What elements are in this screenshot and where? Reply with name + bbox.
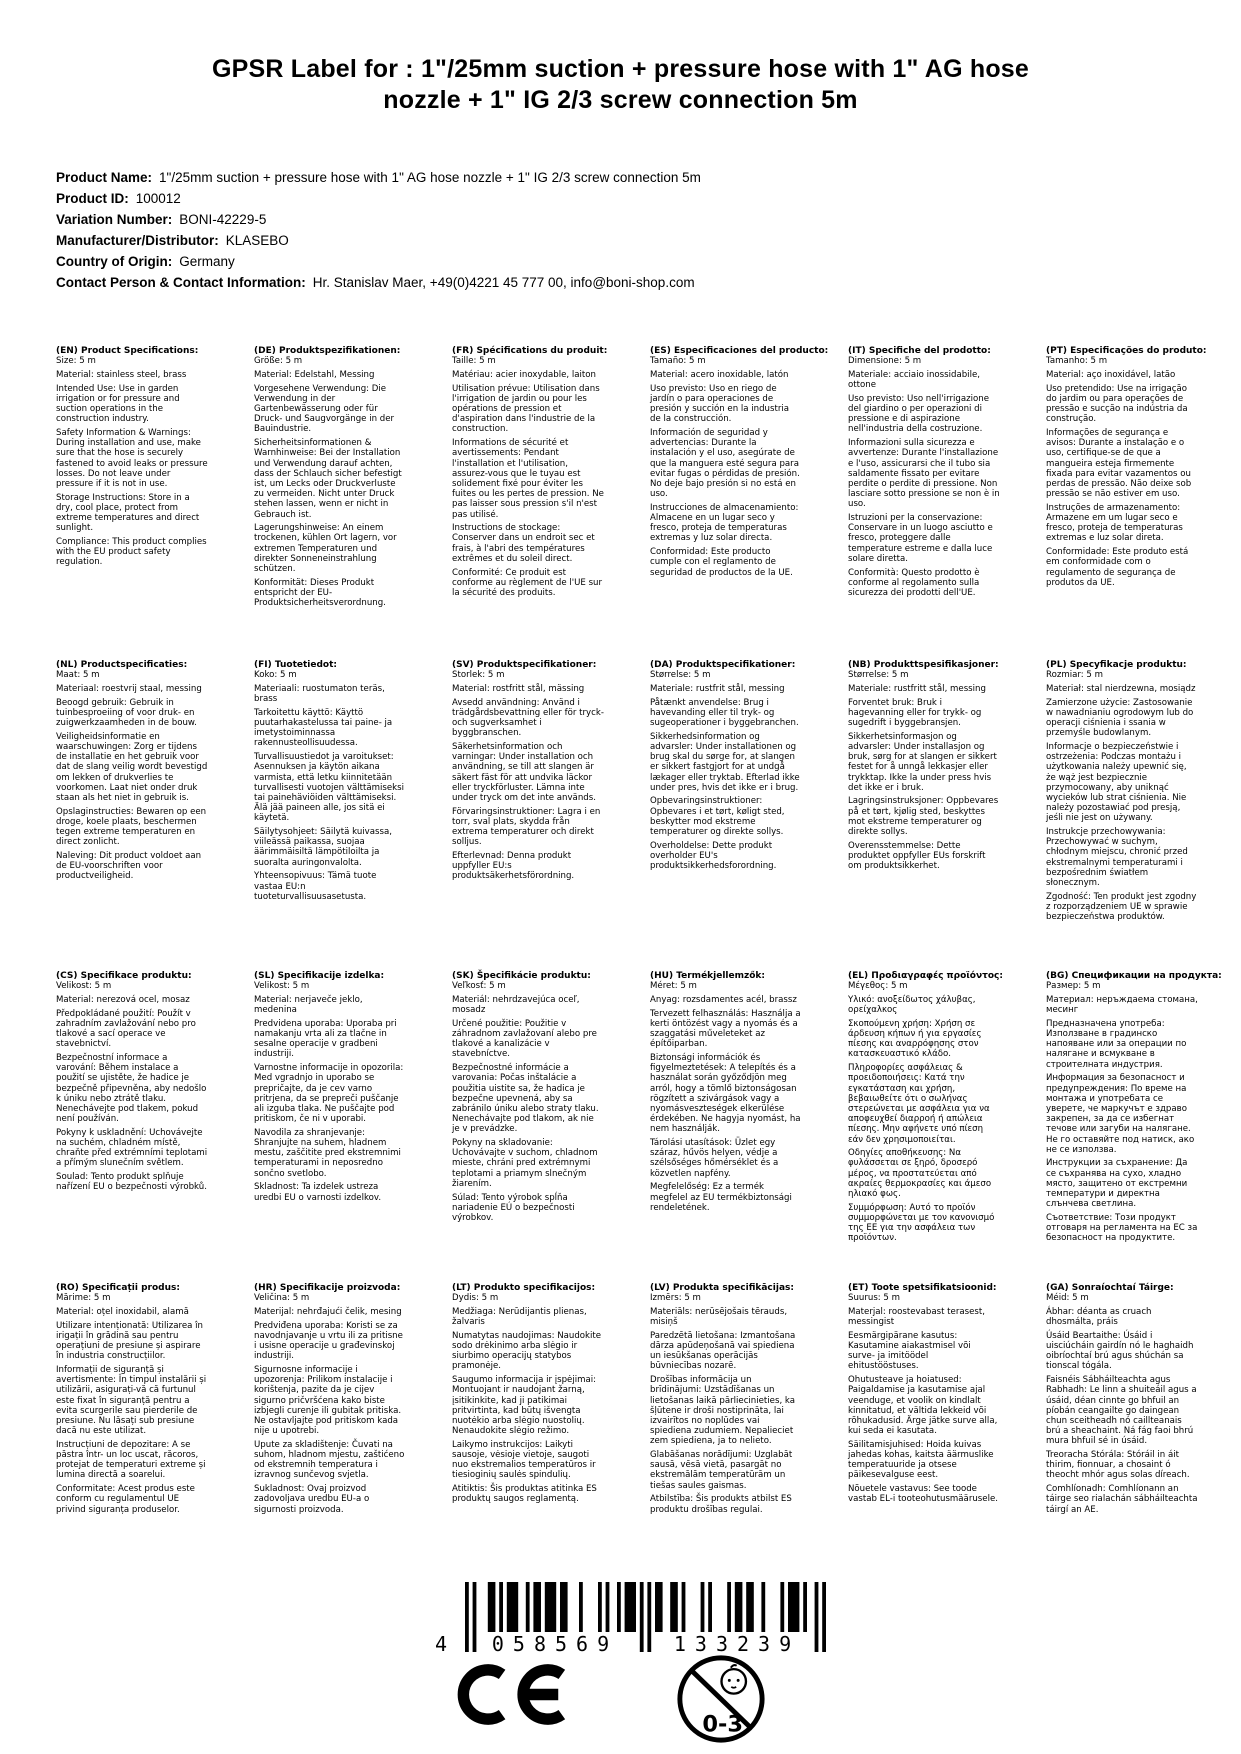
spec-paragraph: Mărime: 5 m xyxy=(56,1293,111,1304)
spec-paragraph: Súlad: Tento výrobok spĺňa nariadenie EÚ o bezpečnosti výrobkov. xyxy=(452,1192,575,1223)
spec-paragraph: Size: 5 m xyxy=(56,356,96,367)
spec-paragraph: Информация за безопасност и предупреждения: По време на монтажа и употребата се уверете, че маркучът е здраво закрепен, за да се избегнат течове или загуби на налягане. Не го оставяйте под натиск, ако не се използва. xyxy=(1046,1073,1195,1155)
spec-paragraph: Tamaño: 5 m xyxy=(650,356,706,367)
spec-paragraph: Izmērs: 5 m xyxy=(650,1293,701,1304)
spec-paragraph: Atbilstība: Šis produkts atbilst ES produktu drošības regulai. xyxy=(650,1494,792,1515)
spec-paragraph: Storage Instructions: Store in a dry, cool place, protect from extreme temperatures and direct sunlight. xyxy=(56,492,200,534)
spec-block-lv xyxy=(650,1283,848,1515)
spec-paragraph: Instrucciones de almacenamiento: Almacene en un lugar seco y fresco, proteja de temperaturas extremas y luz solar directa. xyxy=(650,502,799,544)
spec-paragraph: Úsáid Beartaithe: Úsáid i uisciúcháin gairdín nó le haghaidh oibríochtaí brú agus shúchán sa tionscal tógála. xyxy=(1046,1330,1194,1372)
spec-paragraph: Utilisation prévue: Utilisation dans l'irrigation de jardin ou pour les opérations de pression et d'aspiration dans l'industrie de la construction. xyxy=(452,383,600,435)
product-info-row xyxy=(56,230,701,251)
spec-paragraph: Material: aço inoxidável, latão xyxy=(1046,369,1176,380)
spec-paragraph: Materiaal: roestvrij staal, messing xyxy=(56,683,202,694)
info-label-manufacturer: Manufacturer/Distributor: xyxy=(56,233,219,248)
spec-header: (NL) Productspecificaties: xyxy=(56,660,188,670)
spec-paragraph: Sigurnosne informacije i upozorenja: Prilikom instalacije i korištenja, pazite da je cijev sigurno pričvršćena kako biste izbjegli curenje ili gubitak pritiska. Ne ostavljajte pod pritiskom kada nije u upotrebi. xyxy=(254,1364,402,1437)
spec-paragraph: Veľkosť: 5 m xyxy=(452,981,506,992)
spec-block-hr xyxy=(254,1283,452,1515)
document-title xyxy=(0,54,1241,116)
spec-header: (FI) Tuotetiedot: xyxy=(254,660,338,670)
spec-paragraph: Säkerhetsinformation och varningar: Under installation och användning, se till att slangen är säkert fäst för att undvika läckor eller tryckförluster. Lämna inte under tryck om det inte används. xyxy=(452,741,596,803)
spec-paragraph: Informazioni sulla sicurezza e avvertenze: Durante l'installazione e l'uso, assicurarsi che il tubo sia saldamente fissato per evitare perdite o perdite di pressione. Non lasciare sotto pressione se non è in uso. xyxy=(848,438,1000,510)
spec-header: (PT) Especificações do produto: xyxy=(1046,346,1207,356)
spec-paragraph: Ábhar: déanta as cruach dhosmálta, práis xyxy=(1046,1306,1152,1328)
age-warning-icon xyxy=(674,1652,768,1746)
spec-paragraph: Размер: 5 m xyxy=(1046,981,1101,992)
spec-paragraph: Materijal: nehrđajući čelik, mesing xyxy=(254,1306,402,1317)
spec-paragraph: Materiale: acciaio inossidabile, ottone xyxy=(848,369,980,391)
info-value-manufacturer: KLASEBO xyxy=(225,233,289,248)
spec-paragraph: Velikost: 5 m xyxy=(254,981,310,992)
spec-paragraph: Informações de segurança e avisos: Durante a instalação e o uso, certifique-se de que a mangueira esteja firmemente fixada para evitar vazamentos ou perdas de pressão. Não deixe sob pressão se não estiver em uso. xyxy=(1046,427,1192,500)
spec-block-da xyxy=(650,660,848,971)
spec-paragraph: Material: stainless steel, brass xyxy=(56,369,187,380)
spec-paragraph: Safety Information & Warnings: During installation and use, make sure that the hose is securely fastened to avoid leaks or pressure losses. Do not leave under pressure if it is not in use. xyxy=(56,427,208,489)
spec-paragraph: Påtænkt anvendelse: Brug i havevanding eller til tryk- og sugeoperationer i byggebranchen. xyxy=(650,697,799,729)
spec-paragraph: Säilitamisjuhised: Hoida kuivas jahedas kohas, kaitsta äärmuslike temperatuuride ja otsese päikesevalguse eest. xyxy=(848,1439,994,1481)
spec-paragraph: Σκοπούμενη χρήση: Χρήση σε άρδευση κήπων ή για εργασίες πίεσης και αναρρόφησης στον κατασκευαστικό κλάδο. xyxy=(848,1018,982,1060)
spec-block-nl xyxy=(56,660,254,971)
spec-header: (EN) Product Specifications: xyxy=(56,346,199,356)
spec-block-fi xyxy=(254,660,452,971)
spec-block-pt xyxy=(1046,346,1241,660)
spec-paragraph: Laikymo instrukcijos: Laikyti sausoje, vėsioje vietoje, saugoti nuo ekstremalios temperatūros ir tiesioginių saulės spindulių. xyxy=(452,1439,596,1481)
info-value-country: Germany xyxy=(179,254,235,269)
spec-paragraph: Tarkoitettu käyttö: Käyttö puutarhakastelussa tai paine- ja imetystoiminnassa rakennusteollisuudessa. xyxy=(254,707,393,749)
spec-header: (DA) Produktspecifikationer: xyxy=(650,660,796,670)
spec-paragraph: Biztonsági információk és figyelmeztetések: A telepítés és a használat során győződjön meg arról, hogy a tömlő biztonságosan rögzített a szivárgások vagy a nyomásveszteségek elkerülése érdekében. Ne hagyja nyomást, ha nem használják. xyxy=(650,1052,801,1135)
ce-mark-icon xyxy=(452,1662,574,1727)
spec-paragraph: Säilytysohjeet: Säilytä kuivassa, viileässä paikassa, suojaa äärimmäisiltä lämpötiloilta ja suoralta auringonvalolta. xyxy=(254,827,392,868)
spec-paragraph: Určené použitie: Použitie v záhradnom zavlažovaní alebo pre tlakové a kanalizácie v stavebníctve. xyxy=(452,1018,597,1060)
spec-paragraph: Informații de siguranță și avertismente: În timpul instalării și utilizării, asigurați-vă că furtunul este fixat în siguranță pentru a evita scurgerile sau pierderile de presiune. Nu lăsați sub presiune dacă nu este utilizat. xyxy=(56,1364,207,1437)
info-label-contact: Contact Person & Contact Information: xyxy=(56,275,306,290)
spec-paragraph: Yhteensopivuus: Tämä tuote vastaa EU:n tuoteturvallisuusasetusta. xyxy=(254,871,377,902)
spec-paragraph: Μέγεθος: 5 m xyxy=(848,981,908,992)
spec-paragraph: Οδηγίες αποθήκευσης: Να φυλάσσεται σε ξηρό, δροσερό μέρος, να προστατεύεται από ακραίες θερμοκρασίες και άμεσο ηλιακό φως. xyxy=(848,1148,992,1200)
product-info xyxy=(56,167,701,293)
barcode-digits-right: 133239 xyxy=(673,1632,801,1656)
spec-paragraph: Nõuetele vastavus: See toode vastab EL-i tooteohutusmäärusele. xyxy=(848,1484,998,1505)
info-value-variation-number: BONI-42229-5 xyxy=(179,212,267,227)
spec-paragraph: Material: acero inoxidable, latón xyxy=(650,369,789,380)
spec-paragraph: Zgodność: Ten produkt jest zgodny z rozporządzeniem UE w sprawie bezpieczeństwa produktów. xyxy=(1046,891,1197,923)
product-info-row xyxy=(56,167,701,188)
spec-paragraph: Πληροφορίες ασφάλειας & προειδοποιήσεις: Κατά την εγκατάσταση και χρήση, βεβαιωθείτε ότι ο σωλήνας στερεώνεται με ασφάλεια για να αποφευχθεί διαρροή ή απώλεια πίεσης. Μην αφήνετε υπό πίεση εάν δεν χρησιμοποιείται. xyxy=(848,1063,990,1145)
spec-paragraph: Storlek: 5 m xyxy=(452,670,505,681)
spec-paragraph: Opbevaringsinstruktioner: Opbevares i et tørt, køligt sted, beskytter mod ekstreme temperaturer og direkte sollys. xyxy=(650,796,785,838)
spec-paragraph: Sukladnost: Ovaj proizvod zadovoljava uredbu EU-a o sigurnosti proizvoda. xyxy=(254,1484,370,1515)
spec-paragraph: Ohutusteave ja hoiatused: Paigaldamise ja kasutamise ajal veenduge, et voolik on kindlalt kinnitatud, et vältida lekkeid või rõhukadusid. Ärge jätke surve alla, kui seda ei kasutata. xyxy=(848,1375,998,1437)
spec-paragraph: Medžiaga: Nerūdijantis plienas, žalvaris xyxy=(452,1306,587,1328)
spec-paragraph: Overensstemmelse: Dette produktet oppfyller EUs forskrift om produktsikkerhet. xyxy=(848,840,986,872)
spec-paragraph: Naleving: Dit product voldoet aan de EU-voorschriften voor productveiligheid. xyxy=(56,850,202,882)
spec-paragraph: Tárolási utasítások: Üzlet egy száraz, hűvös helyen, védje a szélsőséges hőmérséklet és a közvetlen napfény. xyxy=(650,1138,779,1179)
spec-paragraph: Méret: 5 m xyxy=(650,981,697,992)
spec-paragraph: Material: nerjaveče jeklo, medenina xyxy=(254,994,363,1016)
spec-paragraph: Sicherheitsinformationen & Warnhinweise: Bei der Installation und Verwendung darauf achten, dass der Schlauch sicher befestigt ist, um Lecks oder Druckverluste zu vermeiden. Nicht unter Druck stehen lassen, wenn er nicht in Gebrauch ist. xyxy=(254,438,402,520)
spec-paragraph: Materiale: rustfritt stål, messing xyxy=(848,683,986,694)
spec-paragraph: Materiaali: ruostumaton teräs, brass xyxy=(254,683,385,705)
spec-paragraph: Conformidad: Este producto cumple con el reglamento de seguridad de productos de la UE. xyxy=(650,547,793,578)
spec-paragraph: Avsedd användning: Använd i trädgårdsbevattning eller för tryck- och sugverksamhet i byggbranschen. xyxy=(452,697,604,739)
spec-paragraph: Uso pretendido: Use na irrigação do jardim ou para operações de pressão e sucção na indústria da construção. xyxy=(1046,383,1188,425)
info-value-contact: Hr. Stanislav Maer, +49(0)4221 45 777 00, info@boni-shop.com xyxy=(312,275,695,290)
info-label-variation-number: Variation Number: xyxy=(56,212,173,227)
barcode-digits-left: 058569 xyxy=(491,1632,619,1656)
spec-block-de xyxy=(254,346,452,660)
spec-header: (BG) Спецификации на продукта: xyxy=(1046,971,1222,981)
spec-paragraph: Инструкции за съхранение: Да се съхранява на сухо, хладно място, защитено от екстремни температури и директна слънчева светлина. xyxy=(1046,1158,1188,1210)
spec-paragraph: Material: rostfritt stål, mässing xyxy=(452,683,585,694)
spec-header: (SL) Specifikacije izdelka: xyxy=(254,971,385,981)
spec-header: (FR) Spécifications du produit: xyxy=(452,346,608,356)
spec-paragraph: Materiale: rustfrit stål, messing xyxy=(650,683,785,694)
spec-paragraph: Größe: 5 m xyxy=(254,356,303,367)
spec-paragraph: Faisnéis Sábháilteachta agus Rabhadh: Le linn a shuiteáil agus a úsáid, déan cinnte go bhfuil an píobán ceangailte go daingean chun sceitheadh nó caillteanais brú a sheachaint. Ná fág faoi bhrú mura bhfuil sé in úsáid. xyxy=(1046,1375,1197,1447)
spec-paragraph: Bezpečnostní informace a varování: Během instalace a použití se ujistěte, že hadice je bezpečně připevněna, aby nedošlo k úniku nebo ztrátě tlaku. Nenechávejte pod tlakem, pokud není používán. xyxy=(56,1052,207,1125)
spec-paragraph: Konformität: Dieses Produkt entspricht der EU-Produktsicherheitsverordnung. xyxy=(254,577,386,609)
spec-paragraph: Material: nerezová ocel, mosaz xyxy=(56,994,190,1005)
spec-paragraph: Bezpečnostné informácie a varovania: Počas inštalácie a použitia uistite sa, že hadica je bezpečne upevnená, aby sa zabránilo úniku alebo straty tlaku. Nenechávajte pod tlakom, ak nie je v prevádzke. xyxy=(452,1063,599,1135)
spec-paragraph: Koko: 5 m xyxy=(254,670,297,681)
spec-paragraph: Tervezett felhasználás: Használja a kerti öntözést vagy a nyomás és a szaggatási műveleteket az építőiparban. xyxy=(650,1008,801,1050)
spec-block-sl xyxy=(254,971,452,1283)
spec-paragraph: Vorgesehene Verwendung: Die Verwendung in der Gartenbewässerung oder für Druck- und Saugvorgänge in der Bauindustrie. xyxy=(254,383,395,435)
spec-paragraph: Predvidena uporaba: Uporaba pri namakanju vrta ali za tlačne in sesalne operacije v gradbeni industriji. xyxy=(254,1018,397,1060)
spec-paragraph: Instrucțiuni de depozitare: A se păstra într- un loc uscat, răcoros, protejat de temperaturi extreme și lumina directă a soarelui. xyxy=(56,1439,206,1481)
spec-paragraph: Megfelelőség: Ez a termék megfelel az EU termékbiztonsági rendeletének. xyxy=(650,1182,792,1213)
info-value-product-id: 100012 xyxy=(135,191,181,206)
spec-paragraph: Instructions de stockage: Conserver dans un endroit sec et frais, à l'abri des températures extrêmes et du soleil direct. xyxy=(452,523,595,564)
spec-paragraph: Drošības informācija un brīdinājumi: Uzstādīšanas un lietošanas laikā pārliecinieties, ka šļūtene ir droši nostiprināta, lai izvairītos no noplūdes vai spiediena zudumiem. Nepalieciet zem spiediena, ja to nelieto. xyxy=(650,1375,795,1447)
product-info-row xyxy=(56,209,701,230)
spec-paragraph: Lagerungshinweise: An einem trockenen, kühlen Ort lagern, vor extremen Temperaturen und direkter Sonneneinstrahlung schützen. xyxy=(254,523,397,575)
barcode-digit-leading: 4 xyxy=(435,1632,448,1656)
spec-header: (HR) Specifikacije proizvoda: xyxy=(254,1283,401,1293)
spec-paragraph: Veiligheidsinformatie en waarschuwingen: Zorg er tijdens de installatie en het gebruik voor dat de slang veilig wordt bevestigd om lekken of drukverlies te voorkomen. Laat niet onder druk staan als het niet in gebruik is. xyxy=(56,731,208,803)
spec-paragraph: Pokyny k uskladnění: Uchovávejte na suchém, chladném místě, chraňte před extrémními teplotami a přímým slunečním světlem. xyxy=(56,1127,208,1169)
spec-header: (LV) Produkta specifikācijas: xyxy=(650,1283,794,1293)
language-grid xyxy=(56,346,1241,1518)
spec-block-it xyxy=(848,346,1046,660)
spec-header: (PL) Specyfikacje produktu: xyxy=(1046,660,1187,670)
spec-header: (LT) Produkto specifikacijos: xyxy=(452,1283,596,1293)
spec-block-sv xyxy=(452,660,650,971)
spec-header: (ET) Toote spetsifikatsioonid: xyxy=(848,1283,997,1293)
spec-paragraph: Treoracha Stórála: Stóráil in áit thirim, fionnuar, a chosaint ó theocht mhór agus solas díreach. xyxy=(1046,1450,1190,1481)
spec-paragraph: Съответствие: Този продукт отговаря на регламента на ЕС за безопасност на продуктите. xyxy=(1046,1212,1198,1244)
spec-paragraph: Suurus: 5 m xyxy=(848,1293,901,1304)
spec-paragraph: Matériau: acier inoxydable, laiton xyxy=(452,369,596,380)
spec-block-nb xyxy=(848,660,1046,971)
spec-block-en xyxy=(56,346,254,660)
spec-paragraph: Förvaringsinstruktioner: Lagra i en torr, sval plats, skydda från extrema temperaturer och direkt solljus. xyxy=(452,806,601,848)
spec-paragraph: Veličina: 5 m xyxy=(254,1293,310,1304)
spec-block-sk xyxy=(452,971,650,1283)
spec-paragraph: Tamanho: 5 m xyxy=(1046,356,1108,367)
spec-paragraph: Istruzioni per la conservazione: Conservare in un luogo asciutto e fresco, proteggere dalle temperature estreme e dalla luce solare diretta. xyxy=(848,513,993,564)
spec-header: (SK) Špecifikácie produktu: xyxy=(452,971,591,981)
spec-paragraph: Taille: 5 m xyxy=(452,356,496,367)
spec-paragraph: Beoogd gebruik: Gebruik in tuinbesproeiing of voor druk- en zuigwerkzaamheden in de bouw. xyxy=(56,697,197,729)
spec-paragraph: Συμμόρφωση: Αυτό το προϊόν συμμορφώνεται με τον κανονισμό της ΕΕ για την ασφάλεια των προϊόντων. xyxy=(848,1202,995,1244)
age-warning-label: 0-3 xyxy=(702,1711,744,1738)
spec-paragraph: Sikkerhetsinformasjon og advarsler: Under installasjon og bruk, sørg for at slangen er sikkert festet for å unngå lekkasjer eller trykktap. Ikke la under press hvis det ikke er i bruk. xyxy=(848,731,997,793)
spec-paragraph: Υλικό: ανοξείδωτος χάλυβας, ορείχαλκος xyxy=(848,994,976,1016)
spec-paragraph: Størrelse: 5 m xyxy=(650,670,711,681)
product-info-row xyxy=(56,251,701,272)
spec-paragraph: Størrelse: 5 m xyxy=(848,670,909,681)
spec-paragraph: Numatytas naudojimas: Naudokite sodo drėkinimo arba slėgio ir siurbimo operacijų statybos pramonėje. xyxy=(452,1330,602,1372)
spec-header: (IT) Specifiche del prodotto: xyxy=(848,346,991,356)
spec-paragraph: Materjal: roostevabast terasest, messingist xyxy=(848,1306,985,1328)
title-line-1: GPSR Label for : 1"/25mm suction + pressure hose with 1" AG hose xyxy=(211,55,1030,83)
spec-block-bg xyxy=(1046,971,1241,1283)
spec-paragraph: Předpokládané použití: Použít v zahradním zavlažování nebo pro tlakové a sací operace ve stavebnictví. xyxy=(56,1008,196,1050)
spec-paragraph: Skladnost: Ta izdelek ustreza uredbi EU o varnosti izdelkov. xyxy=(254,1182,382,1203)
spec-paragraph: Predviđena uporaba: Koristi se za navodnjavanje u vrtu ili za pritisne i usisne operacije u građevinskoj industriji. xyxy=(254,1320,403,1362)
spec-paragraph: Pokyny na skladovanie: Uchovávajte v suchom, chladnom mieste, chráni pred extrémnymi teplotami a priamym slnečným žiarením. xyxy=(452,1138,598,1189)
barcode-block xyxy=(435,1582,827,1662)
spec-paragraph: Materiał: stal nierdzewna, mosiądz xyxy=(1046,683,1196,694)
spec-block-pl xyxy=(1046,660,1241,971)
spec-paragraph: Opslaginstructies: Bewaren op een droge, koele plaats, beschermen tegen extreme temperaturen en direct zonlicht. xyxy=(56,806,207,848)
product-info-row xyxy=(56,272,701,293)
spec-paragraph: Navodila za shranjevanje: Shranjujte na suhem, hladnem mestu, zaščitite pred ekstremnimi temperaturami in neposredno sončno svetlobo. xyxy=(254,1127,401,1179)
spec-paragraph: Saugumo informacija ir įspėjimai: Montuojant ir naudojant žarną, įsitikinkite, kad ji patikimai pritvirtinta, kad būtų išvengta nuotėkio arba slėgio nuostolių. Nenaudokite slėgio režimo. xyxy=(452,1375,597,1437)
spec-paragraph: Dydis: 5 m xyxy=(452,1293,499,1304)
spec-paragraph: Uso previsto: Uso nell'irrigazione del giardino o per operazioni di pressione e di aspirazione nell'industria della costruzione. xyxy=(848,393,989,435)
spec-paragraph: Informacje o bezpieczeństwie i ostrzeżenia: Podczas montażu i użytkowania należy upewnić się, że wąż jest bezpiecznie przymocowany, aby uniknąć wycieków lub strat ciśnienia. Nie należy pozostawiać pod presją, jeśli nie jest on używany. xyxy=(1046,741,1187,824)
spec-paragraph: Overholdelse: Dette produkt overholder EU's produktsikkerhedsforordning. xyxy=(650,840,777,872)
spec-paragraph: Uso previsto: Uso en riego de jardín o para operaciones de presión y succión en la industria de la construcción. xyxy=(650,383,790,425)
spec-paragraph: Paredzētā lietošana: Izmantošana dārza apūdeņošanā vai spiediena un iesūkšanas operācijās būvniecības nozarē. xyxy=(650,1330,796,1372)
spec-paragraph: Предназначена употреба: Използване в градинско напояване или за операции по налягане и всмукване в строителната индустрия. xyxy=(1046,1018,1187,1070)
title-line-2: nozzle + 1" IG 2/3 screw connection 5m xyxy=(383,86,858,114)
spec-header: (GA) Sonraíochtaí Táirge: xyxy=(1046,1283,1174,1293)
spec-header: (CS) Specifikace produktu: xyxy=(56,971,192,981)
spec-block-cs xyxy=(56,971,254,1283)
spec-block-hu xyxy=(650,971,848,1283)
spec-paragraph: Utilizare intenționată: Utilizarea în irigații în grădină sau pentru operațiuni de presiune și aspirare în industria construcțiilor. xyxy=(56,1320,203,1362)
spec-header: (DE) Produktspezifikationen: xyxy=(254,346,401,356)
spec-paragraph: Dimensione: 5 m xyxy=(848,356,922,367)
spec-paragraph: Atitiktis: Šis produktas atitinka ES produktų saugos reglamentą. xyxy=(452,1484,597,1505)
spec-block-et xyxy=(848,1283,1046,1505)
spec-paragraph: Conformité: Ce produit est conforme au règlement de l'UE sur la sécurité des produits. xyxy=(452,567,603,598)
spec-paragraph: Conformitate: Acest produs este conform cu regulamentul UE privind siguranța produselor. xyxy=(56,1484,195,1515)
spec-paragraph: Instruções de armazenamento: Armazene em um lugar seco e fresco, proteja de temperaturas extremas e luz solar direta. xyxy=(1046,502,1183,544)
spec-paragraph: Материал: неръждаема стомана, месинг xyxy=(1046,994,1198,1016)
spec-paragraph: Zamierzone użycie: Zastosowanie w nawadnianiu ogrodowym lub do operacji ciśnienia i ssania w przemyśle budowlanym. xyxy=(1046,697,1194,739)
spec-block-fr xyxy=(452,346,650,660)
language-column xyxy=(452,346,650,1518)
language-column xyxy=(1046,346,1241,1518)
spec-paragraph: Sikkerhedsinformation og advarsler: Under installationen og brug skal du sørge for, at slangen er sikkert fastgjort for at undgå lækager eller tryktab. Efterlad ikke under pres, hvis det ikke er i brug. xyxy=(650,731,800,793)
spec-header: (NB) Produkttspesifikasjoner: xyxy=(848,660,999,670)
spec-paragraph: Efterlevnad: Denna produkt uppfyller EU:s produktsäkerhetsförordning. xyxy=(452,850,575,882)
info-label-country: Country of Origin: xyxy=(56,254,173,269)
spec-paragraph: Upute za skladištenje: Čuvati na suhom, hladnom mjestu, zaštićeno od ekstremnih temperatura i izravnog sunčevog svjetla. xyxy=(254,1439,405,1481)
baby-face-icon xyxy=(721,1669,745,1693)
spec-paragraph: Materiál: nehrdzavejúca oceľ, mosadz xyxy=(452,994,580,1016)
spec-header: (RO) Specificații produs: xyxy=(56,1283,180,1293)
spec-block-el xyxy=(848,971,1046,1283)
spec-paragraph: Méid: 5 m xyxy=(1046,1293,1089,1304)
spec-paragraph: Forventet bruk: Bruk i hagevanning eller for trykk- og sugedrift i byggebransjen. xyxy=(848,697,982,729)
spec-paragraph: Materiāls: nerūsējošais tērauds, misiņš xyxy=(650,1306,788,1328)
spec-paragraph: Material: oțel inoxidabil, alamă xyxy=(56,1306,189,1317)
spec-header: (EL) Προδιαγραφές προϊόντος: xyxy=(848,971,1003,981)
language-column xyxy=(650,346,848,1518)
spec-block-ro xyxy=(56,1283,254,1515)
spec-paragraph: Turvallisuustiedot ja varoitukset: Asennuksen ja käytön aikana varmista, että letku kiinnitetään turvallisesti vuotojen välttämiseksi tai painehäviöiden välttämiseksi. Älä jää paineen alle, jos sitä ei käytetä. xyxy=(254,752,404,824)
spec-paragraph: Conformidade: Este produto está em conformidade com o regulamento de segurança de produtos da UE. xyxy=(1046,547,1189,588)
spec-paragraph: Conformità: Questo prodotto è conforme al regolamento sulla sicurezza dei prodotti dell'UE. xyxy=(848,567,980,598)
spec-paragraph: Soulad: Tento produkt splňuje nařízení EU o bezpečnosti výrobků. xyxy=(56,1172,207,1193)
spec-block-lt xyxy=(452,1283,650,1505)
spec-paragraph: Material: Edelstahl, Messing xyxy=(254,369,375,380)
info-label-product-id: Product ID: xyxy=(56,191,129,206)
spec-paragraph: Intended Use: Use in garden irrigation or for pressure and suction operations in the construction industry. xyxy=(56,383,180,425)
spec-paragraph: Información de seguridad y advertencias: Durante la instalación y el uso, asegúrate de que la manguera esté segura para evitar fugas o pérdidas de presión. No deje bajo presión si no está en uso. xyxy=(650,427,800,500)
spec-block-es xyxy=(650,346,848,660)
spec-paragraph: Velikost: 5 m xyxy=(56,981,112,992)
spec-paragraph: Informations de sécurité et avertissements: Pendant l'installation et l'utilisation, assurez-vous que le tuyau est solidement fixé pour éviter les fuites ou les pertes de pression. Ne pas laisser sous pression s'il n'est pas utilisé. xyxy=(452,438,604,520)
language-column xyxy=(254,346,452,1518)
spec-paragraph: Varnostne informacije in opozorila: Med vgradnjo in uporabo se prepričajte, da je cev varno pritrjena, da se prepreči puščanje ali izguba tlaka. Ne puščajte pod pritiskom, če ni v uporabi. xyxy=(254,1063,404,1125)
spec-paragraph: Rozmiar: 5 m xyxy=(1046,670,1103,681)
spec-paragraph: Maat: 5 m xyxy=(56,670,100,681)
spec-block-ga xyxy=(1046,1283,1241,1515)
spec-paragraph: Glabāšanas norādījumi: Uzglabāt sausā, vēsā vietā, pasargāt no ekstremālām temperatūrām un tiešas saules gaismas. xyxy=(650,1450,793,1491)
spec-paragraph: Instrukcje przechowywania: Przechowywać w suchym, chłodnym miejscu, chronić przed ekstremalnymi temperaturami i bezpośrednim światłem słonecznym. xyxy=(1046,827,1188,889)
spec-paragraph: Lagringsinstruksjoner: Oppbevares på et tørt, kjølig sted, beskyttes mot ekstreme temperaturer og direkte sollys. xyxy=(848,796,999,838)
spec-paragraph: Eesmärgipärane kasutus: Kasutamine aiakastmisel või surve- ja imitöödel ehitustööstuses. xyxy=(848,1330,971,1372)
info-label-product-name: Product Name: xyxy=(56,170,153,185)
info-value-product-name: 1"/25mm suction + pressure hose with 1" AG hose nozzle + 1" IG 2/3 screw connection 5m xyxy=(159,170,701,185)
language-column xyxy=(848,346,1046,1518)
language-column xyxy=(56,346,254,1518)
spec-header: (HU) Termékjellemzők: xyxy=(650,971,766,981)
spec-header: (SV) Produktspecifikationer: xyxy=(452,660,597,670)
spec-paragraph: Comhlíonadh: Comhlíonann an táirge seo rialachán sábháilteachta táirgí an AE. xyxy=(1046,1484,1198,1515)
spec-paragraph: Anyag: rozsdamentes acél, brassz xyxy=(650,994,797,1005)
spec-header: (ES) Especificaciones del producto: xyxy=(650,346,829,356)
product-info-row xyxy=(56,188,701,209)
spec-paragraph: Compliance: This product complies with the EU product safety regulation. xyxy=(56,536,207,568)
